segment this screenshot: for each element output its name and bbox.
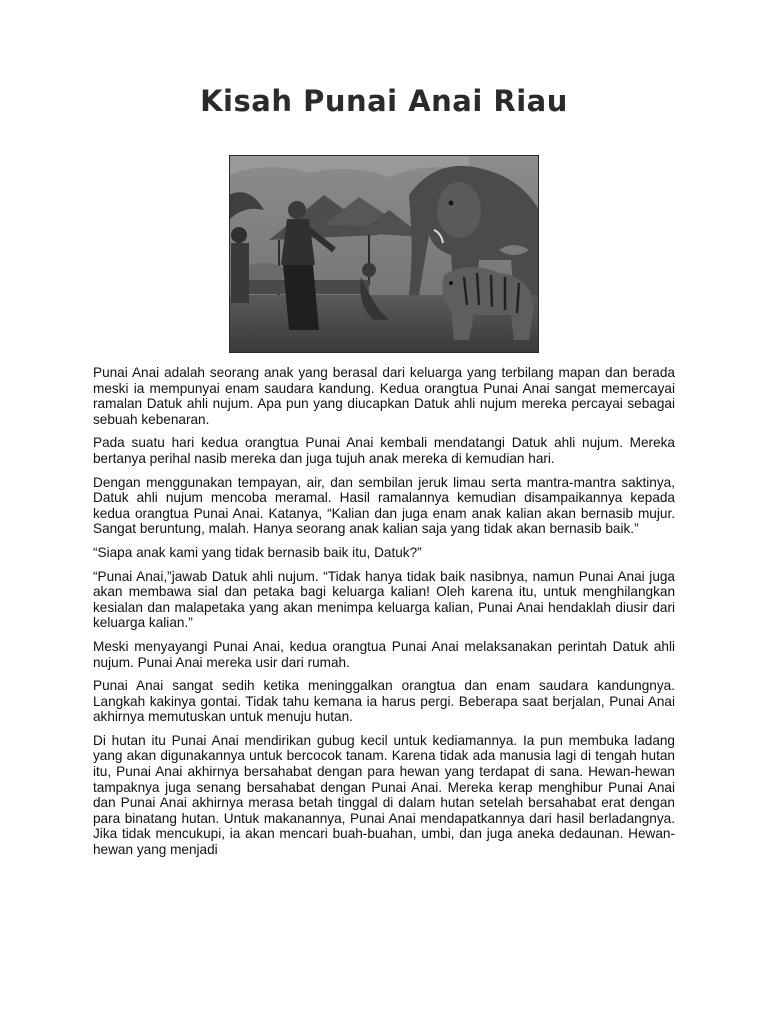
paragraph-1: Punai Anai adalah seorang anak yang berasal dari keluarga yang terbilang mapan dan berada meski ia mempunyai enam saudara kandung. Kedua orangtua Punai Anai sangat memercayai ramalan Datuk ahli nujum. Apa pun yang diucapkan Datuk ahli nujum mereka percayai sebagai sebuah kebenaran. <box>93 365 675 427</box>
story-illustration <box>229 155 539 353</box>
paragraph-3: Dengan menggunakan tempayan, air, dan sembilan jeruk limau serta mantra-mantra saktinya, Datuk ahli nujum mencoba meramal. Hasil ramalannya kemudian disampaikannya kepada kedua orangtua Punai Anai. Katanya, “Kalian dan juga enam anak kalian akan bernasib mujur. Sangat beruntung, malah. Hanya seorang anak kalian saja yang tidak akan bernasib baik.” <box>93 474 675 537</box>
paragraph-2: Pada suatu hari kedua orangtua Punai Anai kembali mendatangi Datuk ahli nujum. Mereka bertanya perihal nasib mereka dan juga tujuh anak mereka di kemudian hari. <box>93 435 675 466</box>
paragraph-7: Punai Anai sangat sedih ketika meninggalkan orangtua dan enam saudara kandungnya. Langkah kakinya gontai. Tidak tahu kemana ia harus pergi. Beberapa saat berjalan, Punai Anai akhirnya memutuskan untuk menuju hutan. <box>93 678 675 725</box>
paragraph-8: Di hutan itu Punai Anai mendirikan gubug kecil untuk kediamannya. Ia pun membuka ladang yang akan digunakannya untuk bercocok tanam. Karena tidak ada manusia lagi di tengah hutan itu, Punai Anai akhirnya bersahabat dengan para hewan yang terdapat di sana. Hewan-hewan tampaknya juga senang bersahabat dengan Punai Anai. Mereka kerap menghibur Punai Anai dan Punai Anai akhirnya merasa betah tinggal di dalam hutan setelah bersahabat erat dengan para binatang hutan. Untuk makanannya, Punai Anai mendapatkannya dari hasil berladangnya. Jika tidak mencukupi, ia akan mencari buah-buahan, umbi, dan juga aneka dedaunan. Hewan-hewan yang menjadi <box>93 732 675 858</box>
document-title: Kisah Punai Anai Riau <box>200 84 568 118</box>
story-body <box>93 365 675 866</box>
paragraph-6: Meski menyayangi Punai Anai, kedua orangtua Punai Anai melaksanakan perintah Datuk ahli nujum. Punai Anai mereka usir dari rumah. <box>93 638 675 670</box>
paragraph-5: “Punai Anai,”jawab Datuk ahli nujum. “Tidak hanya tidak baik nasibnya, namun Punai Anai juga akan membawa sial dan petaka bagi keluarga kalian! Oleh karena itu, untuk menghilangkan kesialan dan malapetaka yang akan menimpa keluarga kalian, Punai Anai hendaklah diusir dari keluarga kalian.” <box>93 568 675 631</box>
paragraph-4: “Siapa anak kami yang tidak bernasib baik itu, Datuk?” <box>93 544 422 560</box>
